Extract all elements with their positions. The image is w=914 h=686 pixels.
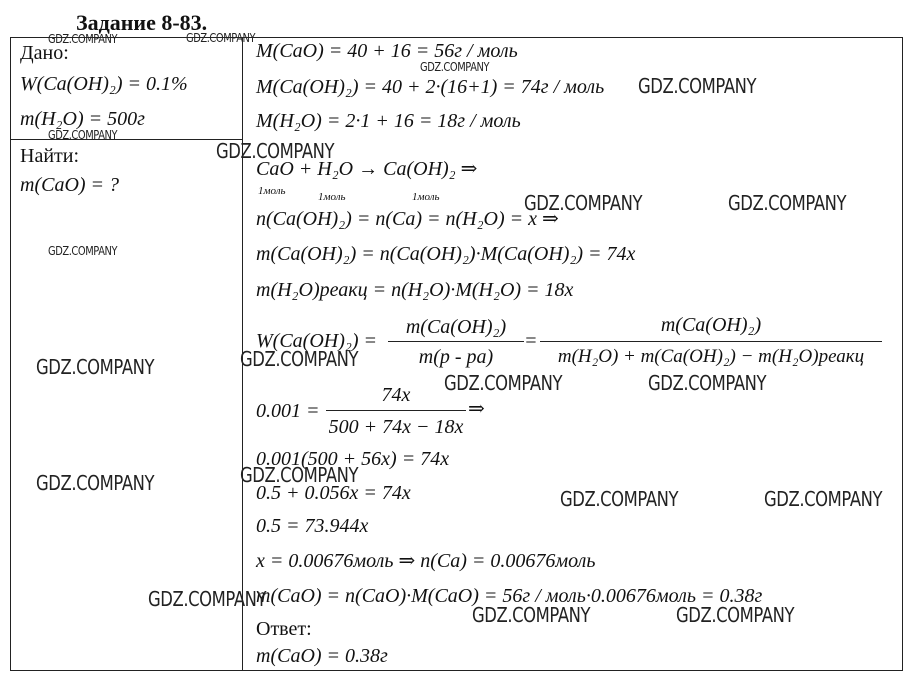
- equation-step2: 0.5 + 0.056x = 74x: [256, 482, 411, 504]
- watermark: GDZ.COMPANY: [676, 603, 795, 627]
- given-mass-fraction: W(Ca(OH)₂) = 0.1%: [20, 73, 188, 95]
- equation-step1: 0.001(500 + 56x) = 74x: [256, 448, 450, 470]
- watermark: GDZ.COMPANY: [186, 31, 256, 45]
- given-water-mass: m(H₂O) = 500г: [20, 108, 145, 130]
- watermark: GDZ.COMPANY: [728, 191, 847, 215]
- task-title: Задание 8-83.: [76, 10, 208, 35]
- mass-caoh2: m(Ca(OH)₂) = n(Ca(OH)₂)·M(Ca(OH)₂) = 74x: [256, 243, 636, 265]
- find-target: m(CaO) = ?: [20, 174, 120, 196]
- watermark: GDZ.COMPANY: [48, 32, 118, 46]
- watermark: GDZ.COMPANY: [240, 347, 359, 371]
- equation-lhs: 0.001 =: [256, 400, 320, 422]
- watermark: GDZ.COMPANY: [638, 74, 757, 98]
- watermark: GDZ.COMPANY: [36, 355, 155, 379]
- molar-mass-caoh2: M(Ca(OH)₂) = 40 + 2·(16+1) = 74г / моль: [256, 76, 605, 98]
- fraction2-bar: [540, 341, 882, 342]
- mole-equality: n(Ca(OH)₂) = n(Ca) = n(H₂O) = x ⇒: [256, 208, 559, 230]
- watermark: GDZ.COMPANY: [444, 371, 563, 395]
- watermark: GDZ.COMPANY: [36, 471, 155, 495]
- reaction-mol-caoh2: 1моль: [412, 191, 440, 203]
- watermark: GDZ.COMPANY: [420, 60, 490, 74]
- equation-step3: 0.5 = 73.944x: [256, 515, 369, 537]
- fraction1-numerator: m(Ca(OH)₂): [405, 316, 507, 338]
- fraction1-bar: [388, 341, 524, 342]
- equation-arrow: ⇒: [468, 398, 485, 420]
- reaction-mol-cao: 1моль: [258, 185, 286, 197]
- watermark: GDZ.COMPANY: [48, 128, 118, 142]
- equation-result: x = 0.00676моль ⇒ n(Ca) = 0.00676моль: [256, 550, 596, 572]
- watermark: GDZ.COMPANY: [148, 587, 267, 611]
- watermark: GDZ.COMPANY: [524, 191, 643, 215]
- molar-mass-h2o: M(H₂O) = 2·1 + 16 = 18г / моль: [256, 110, 521, 132]
- fraction-equals: =: [524, 330, 538, 352]
- watermark: GDZ.COMPANY: [216, 139, 335, 163]
- watermark: GDZ.COMPANY: [240, 463, 359, 487]
- answer-value: m(CaO) = 0.38г: [256, 645, 388, 667]
- equation-numerator: 74x: [381, 384, 411, 406]
- watermark: GDZ.COMPANY: [48, 244, 118, 258]
- fraction1-denominator: m(р - ра): [418, 346, 494, 368]
- watermark: GDZ.COMPANY: [472, 603, 591, 627]
- molar-mass-cao: M(CaO) = 40 + 16 = 56г / моль: [256, 40, 518, 62]
- fraction2-numerator: m(Ca(OH)₂): [660, 314, 762, 336]
- watermark: GDZ.COMPANY: [560, 487, 679, 511]
- fraction2-denominator: m(H₂O) + m(Ca(OH)₂) − m(H₂O)реакц: [557, 346, 865, 367]
- find-header: Найти:: [20, 145, 80, 167]
- reaction-equation: CaO + H₂O → Ca(OH)₂ ⇒: [256, 158, 478, 180]
- answer-label: Ответ:: [256, 618, 312, 640]
- mass-water-reacted: m(H₂O)реакц = n(H₂O)·M(H₂O) = 18x: [256, 279, 574, 301]
- equation-denominator: 500 + 74x − 18x: [328, 416, 464, 438]
- watermark: GDZ.COMPANY: [764, 487, 883, 511]
- reaction-mol-h2o: 1моль: [318, 191, 346, 203]
- mass-fraction-lhs: W(Ca(OH)₂) =: [256, 330, 377, 352]
- equation-bar: [326, 410, 466, 411]
- watermark: GDZ.COMPANY: [648, 371, 767, 395]
- given-header: Дано:: [20, 42, 69, 64]
- given-find-divider: [10, 139, 243, 140]
- mass-cao-calculation: m(CaO) = n(CaO)·M(CaO) = 56г / моль·0.00676моль = 0.38г: [256, 585, 763, 607]
